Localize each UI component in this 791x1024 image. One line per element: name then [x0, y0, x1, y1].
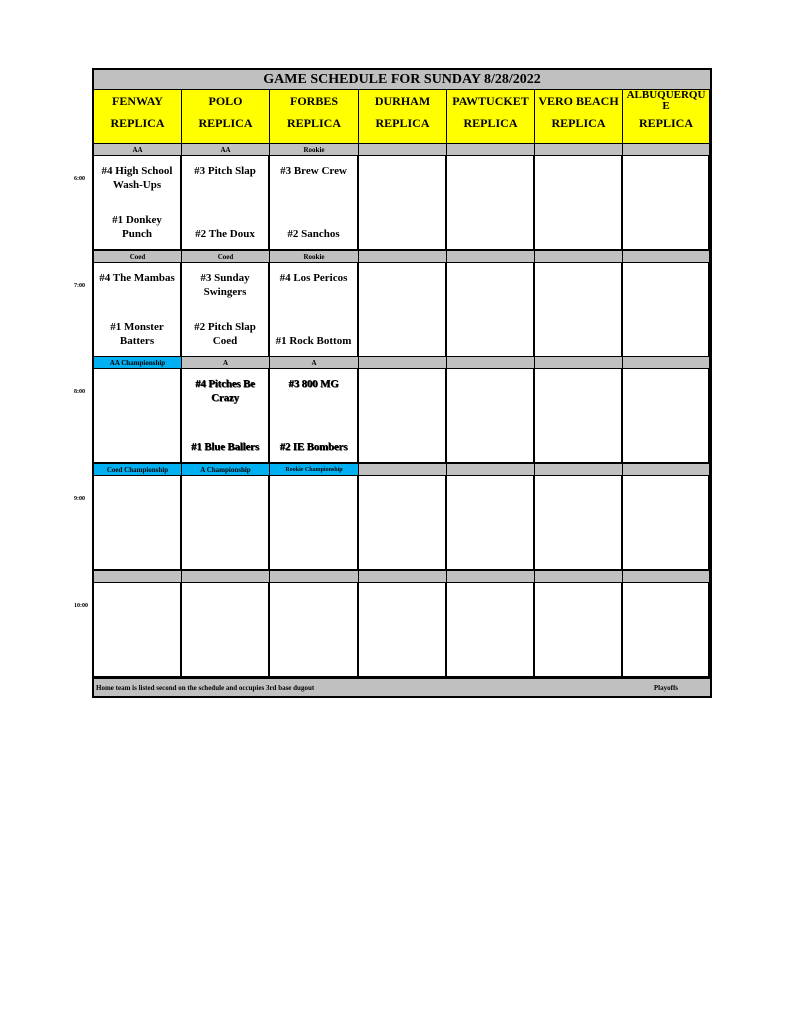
schedule-table [92, 68, 712, 698]
field-subtitle: REPLICA [375, 115, 430, 130]
footer-note: Home team is listed second on the schedule and occupies 3rd base dugout [96, 683, 315, 692]
field-header-0 [94, 90, 182, 144]
game-cell [447, 369, 535, 464]
field-subtitle: REPLICA [286, 115, 341, 130]
division-label [623, 357, 710, 369]
division-label [535, 464, 623, 476]
away-team: #3 800 MG [288, 378, 339, 390]
division-label [447, 464, 535, 476]
game-cell [182, 583, 270, 678]
division-label [623, 251, 710, 263]
game-cell [94, 476, 182, 571]
division-label: Coed [182, 251, 270, 263]
game-cell [447, 476, 535, 571]
division-label [535, 251, 623, 263]
away-team: #4 High School Wash-Ups [101, 165, 173, 191]
game-cell [359, 476, 447, 571]
home-team: #1 Rock Bottom [275, 335, 352, 347]
division-label [447, 357, 535, 369]
division-label: Coed [94, 251, 182, 263]
home-team: #1 Donkey Punch [112, 214, 162, 240]
game-cell [182, 369, 270, 464]
division-label [359, 251, 447, 263]
field-name: ALBUQUERQU E [626, 89, 706, 112]
division-label [447, 144, 535, 156]
game-cell [535, 369, 623, 464]
game-cell [623, 156, 710, 251]
division-label: A Championship [182, 464, 270, 476]
home-team: #2 Sanchos [287, 228, 340, 240]
field-header-5 [535, 90, 623, 144]
schedule-title: GAME SCHEDULE FOR SUNDAY 8/28/2022 [94, 70, 710, 90]
field-subtitle: REPLICA [198, 115, 253, 130]
division-label: AA [94, 144, 182, 156]
time-label: 6:00 [74, 176, 85, 182]
field-name: DURHAM [374, 93, 431, 108]
footer-bar [94, 678, 710, 696]
game-cell [623, 263, 710, 358]
footer-playoffs-label: Playoffs [653, 683, 678, 692]
division-label: AA [182, 144, 270, 156]
division-label: Rookie [270, 251, 359, 263]
division-label: Rookie [270, 144, 359, 156]
field-name: PAWTUCKET [452, 93, 529, 108]
away-team: #4 The Mambas [99, 272, 175, 284]
division-label [359, 464, 447, 476]
game-cell [535, 476, 623, 571]
division-label: A [182, 357, 270, 369]
field-subtitle: REPLICA [463, 115, 518, 130]
away-team: #3 Brew Crew [280, 165, 347, 177]
away-team: #3 Pitch Slap [194, 165, 256, 177]
division-label: A [270, 357, 359, 369]
game-cell [270, 369, 359, 464]
away-team: #4 Los Pericos [279, 272, 348, 284]
time-label: 9:00 [74, 496, 85, 502]
game-cell [359, 263, 447, 358]
game-cell [623, 369, 710, 464]
division-label [94, 571, 182, 583]
division-label [270, 571, 359, 583]
time-label: 8:00 [74, 389, 85, 395]
home-team: #2 The Doux [195, 228, 255, 240]
game-cell [182, 476, 270, 571]
division-label [359, 571, 447, 583]
game-cell [94, 583, 182, 678]
field-header-1 [182, 90, 270, 144]
field-subtitle: REPLICA [551, 115, 606, 130]
game-cell [447, 583, 535, 678]
division-label [623, 464, 710, 476]
division-label [535, 357, 623, 369]
division-label [447, 251, 535, 263]
home-team: #1 Monster Batters [110, 321, 164, 347]
game-cell [623, 583, 710, 678]
field-name: FORBES [289, 93, 338, 108]
game-cell [270, 263, 359, 358]
division-label [447, 571, 535, 583]
game-cell [94, 156, 182, 251]
game-cell [359, 156, 447, 251]
field-header-6 [623, 90, 710, 144]
division-label [535, 144, 623, 156]
game-cell [447, 263, 535, 358]
game-cell [270, 476, 359, 571]
field-subtitle: REPLICA [110, 115, 165, 130]
game-cell [94, 369, 182, 464]
game-cell [447, 156, 535, 251]
game-cell [94, 263, 182, 358]
division-label [623, 571, 710, 583]
game-cell [535, 263, 623, 358]
field-name: POLO [208, 93, 243, 108]
home-team: #1 Blue Ballers [191, 441, 259, 453]
division-label [182, 571, 270, 583]
away-team: #3 Sunday Swingers [200, 272, 250, 298]
division-label [359, 357, 447, 369]
game-cell [182, 156, 270, 251]
home-team: #2 IE Bombers [279, 441, 348, 453]
game-cell [182, 263, 270, 358]
time-label: 10:00 [74, 603, 88, 609]
field-name: FENWAY [112, 93, 163, 108]
away-team: #4 Pitches Be Crazy [195, 378, 255, 404]
field-name: VERO BEACH [538, 93, 619, 108]
game-cell [359, 583, 447, 678]
game-cell [623, 476, 710, 571]
game-cell [359, 369, 447, 464]
division-label: Coed Championship [94, 464, 182, 476]
game-cell [535, 156, 623, 251]
division-label [535, 571, 623, 583]
game-cell [270, 156, 359, 251]
field-header-2 [270, 90, 359, 144]
game-cell [270, 583, 359, 678]
time-label: 7:00 [74, 283, 85, 289]
division-label [623, 144, 710, 156]
field-header-3 [359, 90, 447, 144]
division-label: Rookie Championship [270, 464, 359, 476]
home-team: #2 Pitch Slap Coed [194, 321, 256, 347]
division-label [359, 144, 447, 156]
field-subtitle: REPLICA [638, 115, 693, 130]
division-label: AA Championship [94, 357, 182, 369]
game-cell [535, 583, 623, 678]
field-header-4 [447, 90, 535, 144]
